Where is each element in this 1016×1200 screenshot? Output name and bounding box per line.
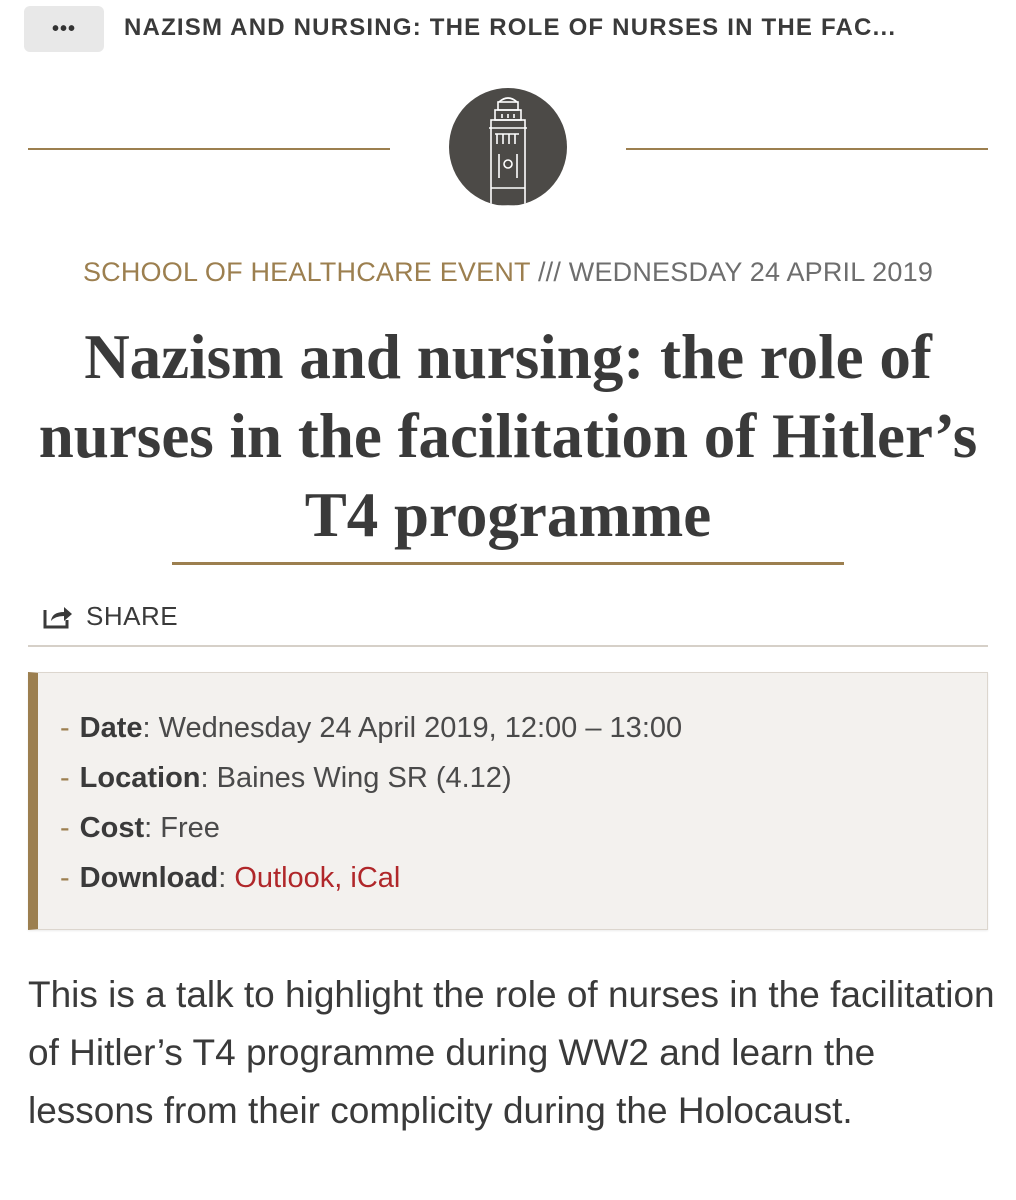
kicker-separator: ///: [537, 257, 562, 287]
download-separator: ,: [334, 862, 351, 894]
divider-right: [626, 148, 988, 150]
event-category-link[interactable]: SCHOOL OF HEALTHCARE EVENT: [82, 257, 531, 287]
top-bar: [0, 0, 1016, 62]
share-icon: [42, 602, 74, 630]
download-ical-link[interactable]: iCal: [350, 862, 401, 894]
divider-left: [28, 148, 390, 150]
detail-download-label: Download: [79, 862, 219, 894]
event-kicker: [0, 257, 1016, 288]
share-label: SHARE: [86, 600, 179, 631]
event-title: Nazism and nursing: the role of nurses in the facilitation of Hitler’s T4 programme: [38, 322, 978, 550]
event-description: This is a talk to highlight the role of nurses in the facilitation of Hitler’s T4 programme during WW2 and learn the lessons from their complicity during the Holocaust.: [28, 974, 995, 1131]
detail-location: - Location: Baines Wing SR (4.12): [60, 762, 512, 794]
detail-download: - Download: Outlook, iCal: [60, 862, 401, 894]
detail-cost-value: Free: [160, 812, 220, 844]
title-underline: [172, 562, 844, 565]
page-heading: NAZISM AND NURSING: THE ROLE OF NURSES IN THE FAC...: [124, 14, 897, 41]
clock-tower-icon: [449, 88, 567, 206]
detail-cost: - Cost: Free: [60, 812, 220, 844]
detail-location-label: Location: [79, 762, 201, 794]
download-outlook-link[interactable]: Outlook: [234, 862, 335, 894]
share-button[interactable]: [42, 598, 178, 634]
university-logo[interactable]: [449, 88, 567, 206]
detail-date-label: Date: [79, 712, 143, 744]
event-details-box: [28, 672, 988, 930]
detail-date: - Date: Wednesday 24 April 2019, 12:00 – 13:00: [60, 712, 683, 744]
detail-cost-label: Cost: [79, 812, 145, 844]
share-divider: [28, 645, 988, 647]
event-date: WEDNESDAY 24 APRIL 2019: [568, 257, 934, 287]
logo-row: [0, 88, 1016, 208]
more-options-button[interactable]: •••: [24, 6, 104, 52]
detail-location-value: Baines Wing SR (4.12): [216, 762, 512, 794]
detail-date-value: Wednesday 24 April 2019, 12:00 – 13:00: [158, 712, 683, 744]
